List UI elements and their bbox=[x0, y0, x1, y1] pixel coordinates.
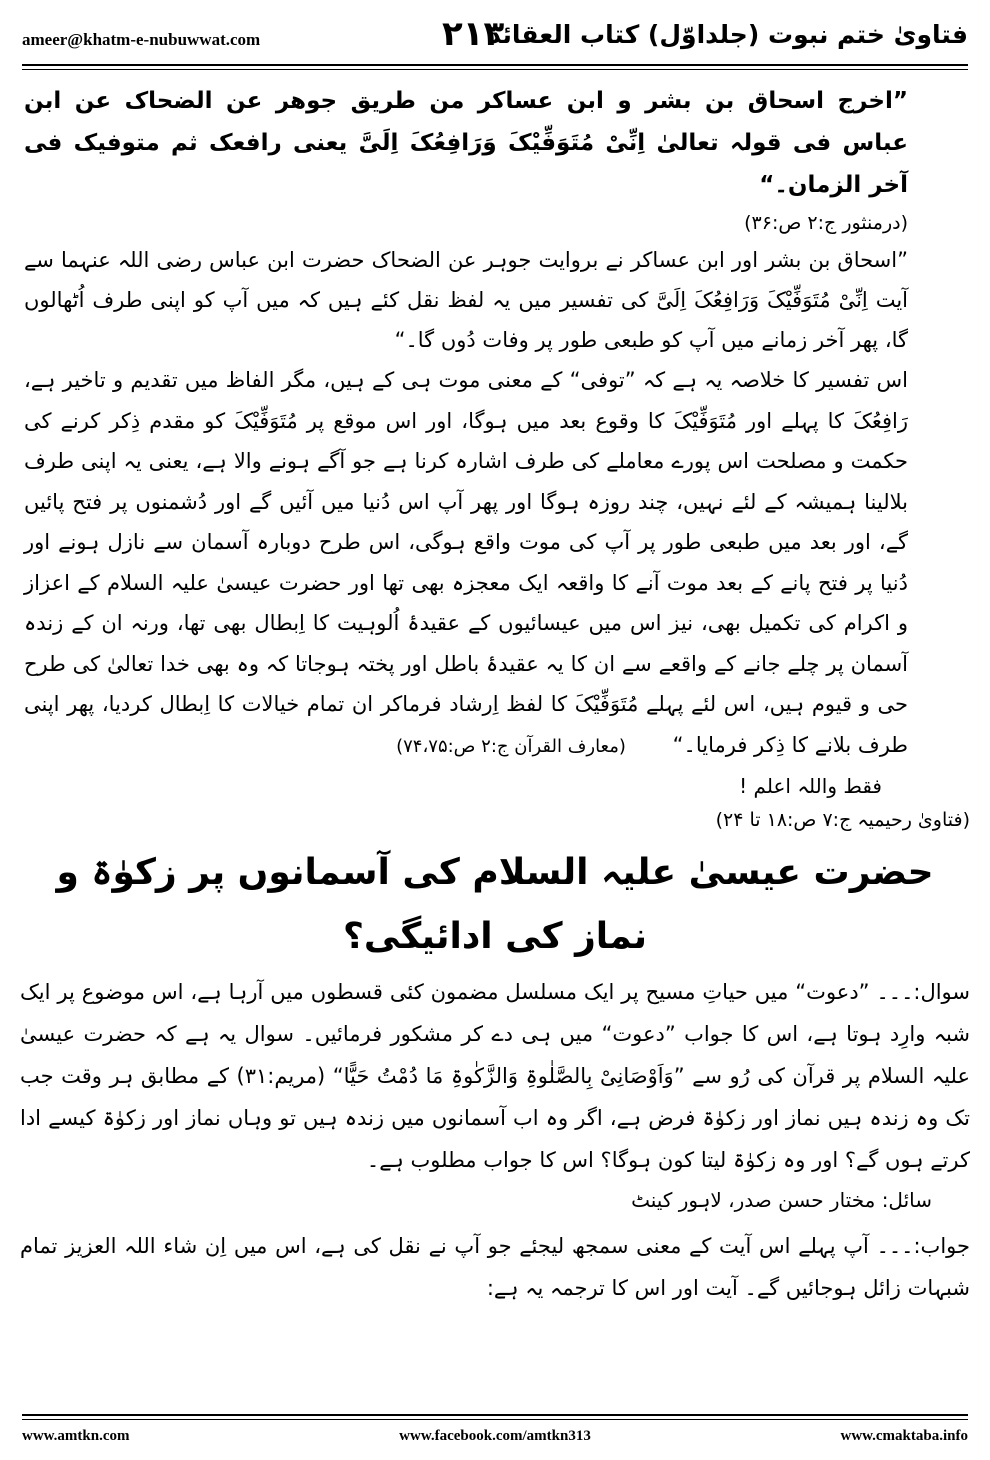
page-content bbox=[20, 80, 970, 1368]
page-number: ۲۱۳ bbox=[442, 14, 505, 54]
footer-rule bbox=[22, 1414, 968, 1416]
header-rule bbox=[22, 64, 968, 66]
fatawa-reference: (فتاویٰ رحیمیہ ج:۷ ص:۱۸ تا ۲۴) bbox=[715, 809, 970, 831]
arabic-quote: ”اخرج اسحاق بن بشر و ابن عساکر من طریق جوھر عن الضحاک عن ابن عباس فی قولہ تعالیٰ اِنِّیْ مُتَوَفِّیْکَ وَرَافِعُکَ اِلَیَّ یعنی رافعک ثم متوفیک فی آخر الزمان۔“ bbox=[24, 88, 908, 198]
closing-remark: فقط واللہ اعلم ! bbox=[739, 774, 882, 798]
page-header bbox=[22, 14, 968, 62]
header-rule-thin bbox=[22, 69, 968, 70]
durr-manthur-reference: (درمنثور ج:۲ ص:۳۶) bbox=[744, 212, 908, 234]
header-email: ameer@khatm-e-nubuwwat.com bbox=[22, 30, 261, 49]
question-text: سوال:۔۔۔ ”دعوت“ میں حیاتِ مسیح پر ایک مسلسل مضمون کئی قسطوں میں آرہا ہے، اس موضوع پر ایک شبہ وارِد ہوتا ہے، اس کا جواب ”دعوت“ میں ہی دے کر مشکور فرمائیں۔ سوال یہ ہے کہ حضرت عیسیٰ علیہ السلام پر قرآن کی رُو سے ”وَاَوْصَانِیْ بِالصَّلٰوۃِ وَالزَّکٰوۃِ مَا دُمْتُ حَیًّا“ (مریم:۳۱) کے مطابق ہر وقت جب تک وہ زندہ ہیں نماز اور زکوٰۃ فرض ہے، اگر وہ اب آسمانوں میں زندہ ہیں تو وہاں نماز اور زکوٰۃ کیسے ادا کرتے ہوں گے؟ اور وہ زکوٰۃ لیتا کون ہوگا؟ اس کا جواب مطلوب ہے۔ bbox=[20, 980, 970, 1172]
question-asker: سائل: مختار حسن صدر، لاہور کینٹ bbox=[631, 1188, 932, 1212]
footer-link-amtkn[interactable]: www.amtkn.com bbox=[22, 1428, 130, 1444]
explanation-text: اس تفسیر کا خلاصہ یہ ہے کہ ”توفی“ کے معنی موت ہی کے ہیں، مگر الفاظ میں تقدیم و تاخیر ہے، رَافِعُکَ کا پہلے اور مُتَوَفِّیْکَ کا وقوع بعد میں ہوگا، اور اس موقع پر مُتَوَفِّیْکَ کو مقدم ذِکر کرنے کی حکمت و مصلحت اس پورے معاملے کی طرف اشارہ کرنا ہے جو آگے ہونے والا ہے، یعنی یہ اپنی طرف بلالینا ہمیشہ کے لئے نہیں، چند روزہ ہوگا اور پھر آپ اس دُنیا میں آئیں گے اور دُشمنوں پر فتح پائیں گے، اور بعد میں طبعی طور پر آپ کی موت واقع ہوگی، اس طرح دوبارہ آسمان سے نازل ہونے اور دُنیا پر فتح پانے کے بعد موت آنے کا واقعہ ایک معجزہ بھی تھا اور حضرت عیسیٰ علیہ السلام کے اعزاز و اکرام کی تکمیل بھی، نیز اس میں عیسائیوں کے عقیدۂ اُلوہیت کا اِبطال بھی تھا، ورنہ ان کے زندہ آسمان پر چلے جانے کے واقعے سے ان کا یہ عقیدۂ باطل اور پختہ ہوجاتا کہ وہ بھی خدا تعالیٰ کی طرح حی و قیوم ہیں، اس لئے پہلے مُتَوَفِّیْکَ کا لفظ اِرشاد فرماکر ان تمام خیالات کا اِبطال کردیا، پھر اپنی طرف بلانے کا ذِکر فرمایا۔“ bbox=[24, 368, 908, 757]
maarif-reference: (معارف القرآن ج:۲ ص:۷۴،۷۵) bbox=[396, 735, 626, 757]
footer-link-facebook[interactable]: www.facebook.com/amtkn313 bbox=[399, 1428, 591, 1444]
explanation-paragraph bbox=[24, 360, 908, 767]
book-title: فتاویٰ ختم نبوت (جلداوّل) کتاب العقائد bbox=[488, 20, 968, 49]
footer-rule-thin bbox=[22, 1419, 968, 1420]
footer-link-cmaktaba[interactable]: www.cmaktaba.info bbox=[840, 1428, 968, 1444]
page-footer bbox=[22, 1428, 968, 1452]
urdu-translation: ”اسحاق بن بشر اور ابن عساکر نے بروایت جوہر عن الضحاک حضرت ابن عباس رضی اللہ عنہما سے آیت اِنِّیْ مُتَوَفِّیْکَ وَرَافِعُکَ اِلَیَّ کی تفسیر میں یہ لفظ نقل کئے ہیں کہ میں آپ کو اپنی طرف اُٹھالوں گا، پھر آخر زمانے میں آپ کو طبعی طور پر وفات دُوں گا۔“ bbox=[24, 248, 908, 352]
answer-text: جواب:۔۔۔ آپ پہلے اس آیت کے معنی سمجھ لیجئے جو آپ نے نقل کی ہے، اس میں اِن شاء اللہ العزیز تمام شبہات زائل ہوجائیں گے۔ آیت اور اس کا ترجمہ یہ ہے: bbox=[20, 1234, 970, 1300]
section-heading: حضرت عیسیٰ علیہ السلام کی آسمانوں پر زکوٰۃ و نماز کی ادائیگی؟ bbox=[56, 852, 934, 957]
